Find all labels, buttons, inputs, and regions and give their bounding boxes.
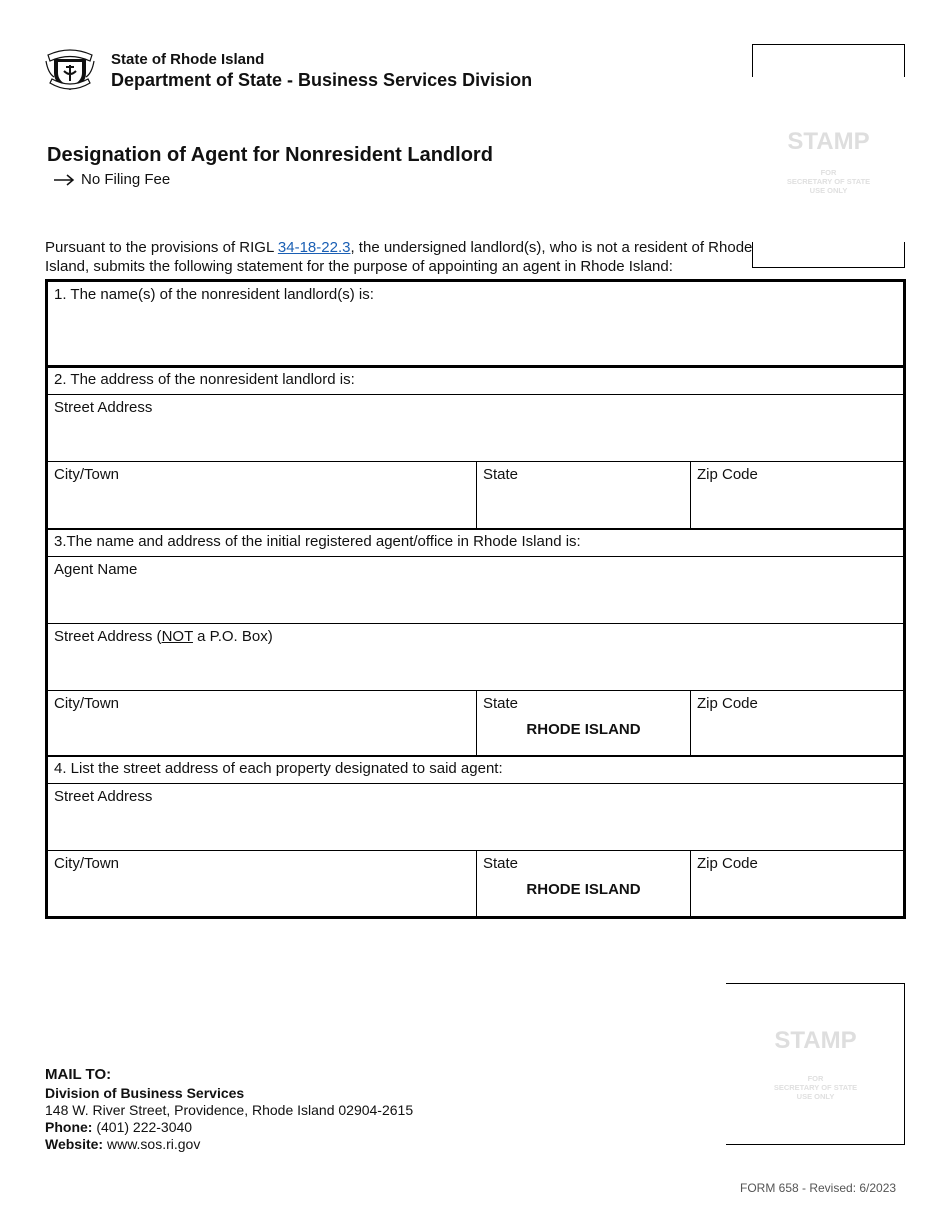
agent-city-state-zip-row — [48, 691, 903, 755]
section-3-label: 3.The name and address of the initial registered agent/office in Rhode Island is: — [54, 533, 581, 550]
stamp-sub-1: FOR — [820, 168, 837, 177]
property-city-field[interactable] — [48, 851, 477, 916]
stamp-label: STAMP — [787, 128, 870, 155]
agent-street-label — [54, 628, 273, 645]
stamp-sub-2: SECRETARY OF STATE — [786, 177, 871, 186]
intro-text-before: Pursuant to the provisions of RIGL — [45, 239, 278, 256]
agent-street-field[interactable] — [48, 624, 903, 691]
state-label: State — [483, 855, 519, 872]
mail-heading: MAIL TO: — [45, 1066, 112, 1083]
state-seal-icon — [44, 43, 96, 93]
city-town-label: City/Town — [54, 466, 120, 483]
property-state-value: RHODE ISLAND — [526, 881, 641, 898]
stamp-sub-3: USE ONLY — [809, 186, 848, 195]
form-number: FORM 658 - Revised: 6/2023 — [740, 1181, 897, 1195]
street-label-pre: Street Address ( — [54, 628, 162, 645]
section-1-label: 1. The name(s) of the nonresident landlord(s) is: — [54, 286, 374, 303]
section-4-label: 4. List the street address of each property designated to said agent: — [54, 760, 503, 777]
section-2-header — [48, 368, 903, 395]
street-label-post: a P.O. Box) — [192, 628, 273, 645]
phone-value: (401) 222-3040 — [96, 1119, 193, 1135]
state-label: State — [483, 695, 519, 712]
landlord-city-field[interactable] — [48, 462, 477, 528]
section-3-header — [48, 530, 903, 557]
landlord-state-field[interactable] — [477, 462, 691, 528]
section-2-label: 2. The address of the nonresident landlord is: — [54, 371, 355, 388]
stamp-sub-3: USE ONLY — [796, 1092, 835, 1101]
intro-paragraph — [45, 238, 765, 276]
arrow-right-icon — [53, 174, 75, 186]
mail-division: Division of Business Services — [45, 1085, 245, 1101]
property-state-field — [477, 851, 691, 916]
header-department: Department of State - Business Services Division — [111, 70, 533, 90]
section-4-header — [48, 757, 903, 784]
phone-label: Phone: — [45, 1119, 93, 1135]
landlord-zip-field[interactable] — [691, 462, 903, 528]
stamp-box-top — [752, 44, 905, 268]
header-state: State of Rhode Island — [111, 51, 265, 68]
property-street-field[interactable] — [48, 784, 903, 851]
stamp-sub-2: SECRETARY OF STATE — [773, 1083, 858, 1092]
landlord-city-state-zip-row — [48, 462, 903, 528]
intro-text-after: , the undersigned landlord(s), who is not a resident of Rhode Island, submits the following statement for the purpose of appointing an agent in Rhode Island: — [45, 239, 753, 275]
agent-name-label: Agent Name — [54, 561, 138, 578]
city-town-label: City/Town — [54, 695, 120, 712]
property-city-state-zip-row — [48, 851, 903, 916]
agent-name-field[interactable] — [48, 557, 903, 624]
mail-address: 148 W. River Street, Providence, Rhode Island 02904-2615 — [45, 1102, 414, 1118]
state-label: State — [483, 466, 519, 483]
agent-state-value: RHODE ISLAND — [526, 721, 641, 738]
rigl-link[interactable]: 34-18-22.3 — [277, 239, 351, 256]
designation-form — [45, 279, 906, 919]
agent-zip-field[interactable] — [691, 691, 903, 755]
stamp-sub-1: FOR — [807, 1074, 824, 1083]
website-label: Website: — [45, 1136, 104, 1152]
agent-state-field — [477, 691, 691, 755]
zip-code-label: Zip Code — [697, 855, 758, 872]
mail-to-block — [45, 1066, 413, 1153]
street-address-label: Street Address — [54, 788, 153, 805]
zip-code-label: Zip Code — [697, 466, 758, 483]
stamp-box-bottom — [726, 983, 905, 1145]
zip-code-label: Zip Code — [697, 695, 758, 712]
filing-fee-note — [53, 171, 170, 188]
property-zip-field[interactable] — [691, 851, 903, 916]
agent-city-field[interactable] — [48, 691, 477, 755]
landlord-street-field[interactable] — [48, 395, 903, 462]
filing-fee-text: No Filing Fee — [81, 171, 171, 188]
landlord-name-field[interactable] — [48, 282, 903, 365]
stamp-label: STAMP — [774, 1027, 857, 1054]
street-label-not: NOT — [161, 628, 193, 645]
page-title: Designation of Agent for Nonresident Landlord — [47, 144, 493, 166]
website-value[interactable]: www.sos.ri.gov — [106, 1136, 201, 1152]
city-town-label: City/Town — [54, 855, 120, 872]
street-address-label: Street Address — [54, 399, 153, 416]
